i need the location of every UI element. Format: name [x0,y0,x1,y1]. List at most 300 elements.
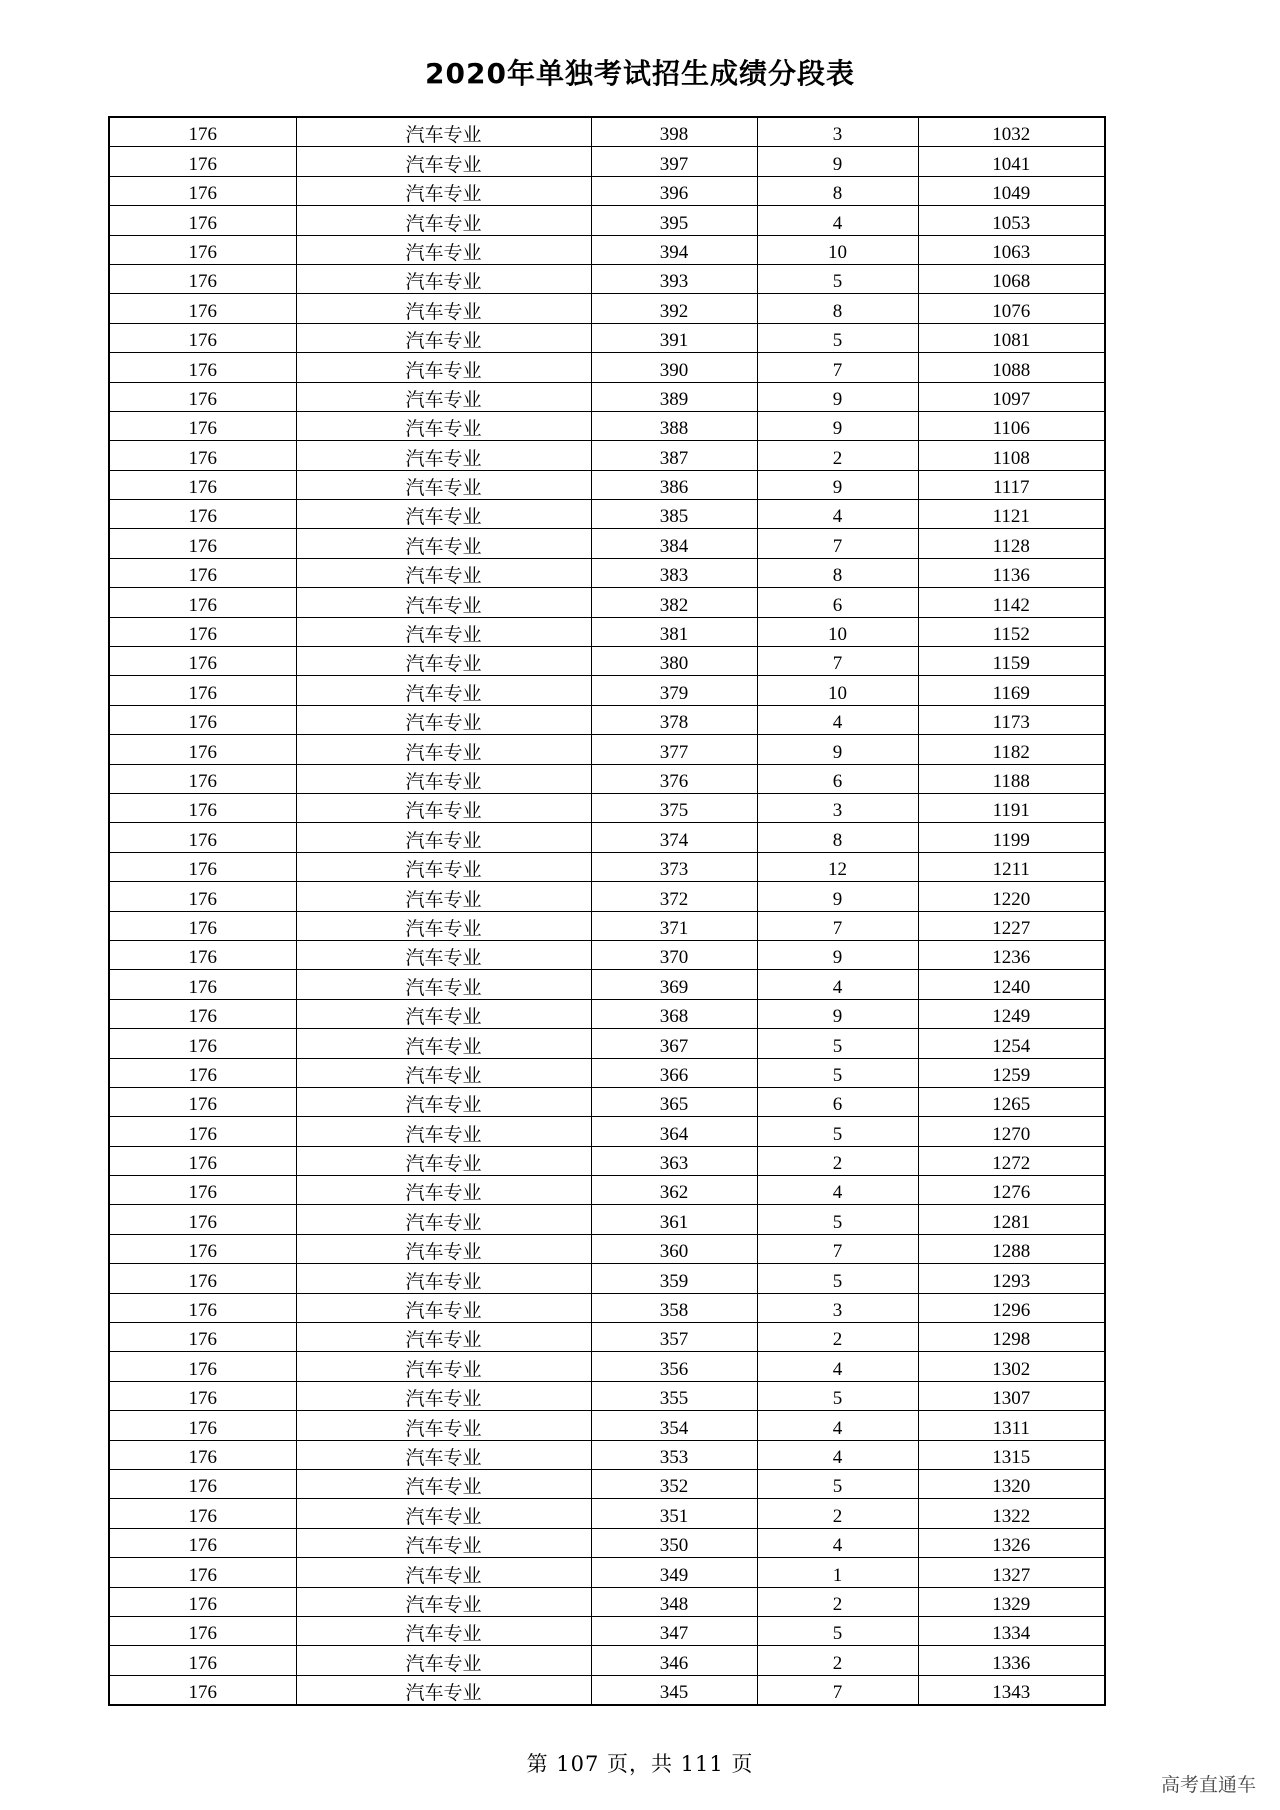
code-cell: 176 [109,882,296,911]
cumulative-cell: 1336 [918,1646,1105,1675]
score-cell: 376 [591,764,757,793]
count-cell: 4 [757,970,918,999]
cumulative-cell: 1159 [918,647,1105,676]
score-cell: 354 [591,1411,757,1440]
score-cell: 358 [591,1293,757,1322]
count-cell: 9 [757,940,918,969]
code-cell: 176 [109,1499,296,1528]
code-cell: 176 [109,353,296,382]
table-row [109,1264,1105,1293]
score-cell: 365 [591,1087,757,1116]
score-cell: 392 [591,294,757,323]
major-cell: 汽车专业 [296,911,591,940]
table-row [109,176,1105,205]
page-title: 2020年单独考试招生成绩分段表 [425,57,855,90]
score-cell: 352 [591,1469,757,1498]
cumulative-cell: 1240 [918,970,1105,999]
code-cell: 176 [109,999,296,1028]
code-cell: 176 [109,441,296,470]
table-row [109,617,1105,646]
major-cell: 汽车专业 [296,1675,591,1705]
count-cell: 2 [757,1587,918,1616]
code-cell: 176 [109,1205,296,1234]
major-cell: 汽车专业 [296,382,591,411]
count-cell: 7 [757,529,918,558]
count-cell: 9 [757,999,918,1028]
major-cell: 汽车专业 [296,1146,591,1175]
cumulative-cell: 1315 [918,1440,1105,1469]
count-cell: 9 [757,882,918,911]
table-row [109,117,1105,147]
count-cell: 3 [757,1293,918,1322]
score-cell: 389 [591,382,757,411]
major-cell: 汽车专业 [296,735,591,764]
table-row [109,147,1105,176]
major-cell: 汽车专业 [296,1646,591,1675]
cumulative-cell: 1121 [918,500,1105,529]
cumulative-cell: 1063 [918,235,1105,264]
count-cell: 9 [757,147,918,176]
count-cell: 9 [757,382,918,411]
major-cell: 汽车专业 [296,852,591,881]
count-cell: 5 [757,1469,918,1498]
major-cell: 汽车专业 [296,1087,591,1116]
cumulative-cell: 1128 [918,529,1105,558]
count-cell: 12 [757,852,918,881]
score-cell: 360 [591,1234,757,1263]
cumulative-cell: 1270 [918,1117,1105,1146]
code-cell: 176 [109,1616,296,1645]
major-cell: 汽车专业 [296,1499,591,1528]
cumulative-cell: 1169 [918,676,1105,705]
major-cell: 汽车专业 [296,764,591,793]
table-row [109,1029,1105,1058]
score-cell: 368 [591,999,757,1028]
major-cell: 汽车专业 [296,235,591,264]
code-cell: 176 [109,1234,296,1263]
count-cell: 2 [757,441,918,470]
table-row [109,1528,1105,1557]
major-cell: 汽车专业 [296,176,591,205]
count-cell: 4 [757,1440,918,1469]
score-cell: 395 [591,206,757,235]
count-cell: 4 [757,206,918,235]
score-cell: 357 [591,1323,757,1352]
table-row [109,353,1105,382]
cumulative-cell: 1307 [918,1381,1105,1410]
cumulative-cell: 1311 [918,1411,1105,1440]
table-row [109,1058,1105,1087]
code-cell: 176 [109,558,296,587]
cumulative-cell: 1296 [918,1293,1105,1322]
score-cell: 375 [591,793,757,822]
table-row [109,852,1105,881]
score-cell: 347 [591,1616,757,1645]
count-cell: 7 [757,1234,918,1263]
watermark: 高考直通车 [1160,1774,1256,1796]
score-table [108,116,1106,1706]
count-cell: 8 [757,294,918,323]
table-row [109,470,1105,499]
code-cell: 176 [109,117,296,147]
table-row [109,1558,1105,1587]
code-cell: 176 [109,647,296,676]
table-row [109,1440,1105,1469]
cumulative-cell: 1272 [918,1146,1105,1175]
table-row [109,1176,1105,1205]
cumulative-cell: 1281 [918,1205,1105,1234]
score-cell: 397 [591,147,757,176]
code-cell: 176 [109,294,296,323]
score-cell: 363 [591,1146,757,1175]
table-row [109,1499,1105,1528]
table-row [109,558,1105,587]
major-cell: 汽车专业 [296,411,591,440]
table-row [109,1616,1105,1645]
score-cell: 372 [591,882,757,911]
major-cell: 汽车专业 [296,470,591,499]
cumulative-cell: 1236 [918,940,1105,969]
code-cell: 176 [109,147,296,176]
cumulative-cell: 1088 [918,353,1105,382]
major-cell: 汽车专业 [296,1205,591,1234]
code-cell: 176 [109,852,296,881]
score-cell: 394 [591,235,757,264]
cumulative-cell: 1106 [918,411,1105,440]
table-row [109,323,1105,352]
code-cell: 176 [109,1323,296,1352]
cumulative-cell: 1288 [918,1234,1105,1263]
major-cell: 汽车专业 [296,117,591,147]
major-cell: 汽车专业 [296,1469,591,1498]
major-cell: 汽车专业 [296,1264,591,1293]
score-cell: 346 [591,1646,757,1675]
count-cell: 3 [757,117,918,147]
table-row [109,764,1105,793]
score-cell: 348 [591,1587,757,1616]
major-cell: 汽车专业 [296,529,591,558]
major-cell: 汽车专业 [296,1029,591,1058]
major-cell: 汽车专业 [296,588,591,617]
table-row [109,911,1105,940]
table-row [109,999,1105,1028]
cumulative-cell: 1326 [918,1528,1105,1557]
cumulative-cell: 1053 [918,206,1105,235]
table-row [109,1234,1105,1263]
count-cell: 4 [757,500,918,529]
table-row [109,264,1105,293]
code-cell: 176 [109,588,296,617]
table-row [109,529,1105,558]
major-cell: 汽车专业 [296,705,591,734]
cumulative-cell: 1265 [918,1087,1105,1116]
major-cell: 汽车专业 [296,441,591,470]
cumulative-cell: 1298 [918,1323,1105,1352]
code-cell: 176 [109,411,296,440]
score-cell: 345 [591,1675,757,1705]
table-row [109,970,1105,999]
score-cell: 383 [591,558,757,587]
count-cell: 5 [757,323,918,352]
major-cell: 汽车专业 [296,1234,591,1263]
cumulative-cell: 1191 [918,793,1105,822]
score-cell: 393 [591,264,757,293]
major-cell: 汽车专业 [296,676,591,705]
code-cell: 176 [109,1675,296,1705]
code-cell: 176 [109,206,296,235]
code-cell: 176 [109,617,296,646]
code-cell: 176 [109,382,296,411]
cumulative-cell: 1182 [918,735,1105,764]
count-cell: 2 [757,1646,918,1675]
cumulative-cell: 1227 [918,911,1105,940]
code-cell: 176 [109,1058,296,1087]
count-cell: 5 [757,1058,918,1087]
score-cell: 387 [591,441,757,470]
count-cell: 8 [757,823,918,852]
table-row [109,1117,1105,1146]
cumulative-cell: 1329 [918,1587,1105,1616]
score-cell: 371 [591,911,757,940]
table-row [109,705,1105,734]
table-row [109,1352,1105,1381]
count-cell: 7 [757,1675,918,1705]
score-cell: 364 [591,1117,757,1146]
table-row [109,676,1105,705]
table-row [109,793,1105,822]
code-cell: 176 [109,735,296,764]
score-cell: 359 [591,1264,757,1293]
table-row [109,823,1105,852]
code-cell: 176 [109,1469,296,1498]
major-cell: 汽车专业 [296,1411,591,1440]
table-row [109,294,1105,323]
cumulative-cell: 1049 [918,176,1105,205]
code-cell: 176 [109,1293,296,1322]
score-cell: 377 [591,735,757,764]
score-cell: 378 [591,705,757,734]
major-cell: 汽车专业 [296,793,591,822]
table-row [109,1411,1105,1440]
table-row [109,882,1105,911]
major-cell: 汽车专业 [296,1616,591,1645]
score-cell: 381 [591,617,757,646]
count-cell: 5 [757,1029,918,1058]
cumulative-cell: 1108 [918,441,1105,470]
score-cell: 349 [591,1558,757,1587]
table-row [109,382,1105,411]
count-cell: 5 [757,264,918,293]
table-row [109,1146,1105,1175]
major-cell: 汽车专业 [296,147,591,176]
score-cell: 366 [591,1058,757,1087]
cumulative-cell: 1188 [918,764,1105,793]
cumulative-cell: 1032 [918,117,1105,147]
table-row [109,500,1105,529]
major-cell: 汽车专业 [296,323,591,352]
count-cell: 5 [757,1381,918,1410]
major-cell: 汽车专业 [296,647,591,676]
code-cell: 176 [109,1411,296,1440]
score-cell: 384 [591,529,757,558]
major-cell: 汽车专业 [296,294,591,323]
count-cell: 7 [757,353,918,382]
table-row [109,411,1105,440]
code-cell: 176 [109,1558,296,1587]
count-cell: 3 [757,793,918,822]
cumulative-cell: 1199 [918,823,1105,852]
major-cell: 汽车专业 [296,999,591,1028]
count-cell: 9 [757,411,918,440]
cumulative-cell: 1327 [918,1558,1105,1587]
table-row [109,588,1105,617]
count-cell: 6 [757,764,918,793]
major-cell: 汽车专业 [296,353,591,382]
code-cell: 176 [109,940,296,969]
table-row [109,1381,1105,1410]
table-row [109,206,1105,235]
code-cell: 176 [109,1646,296,1675]
table-row [109,1675,1105,1705]
count-cell: 10 [757,676,918,705]
cumulative-cell: 1097 [918,382,1105,411]
code-cell: 176 [109,1087,296,1116]
table-row [109,1293,1105,1322]
score-cell: 350 [591,1528,757,1557]
score-cell: 351 [591,1499,757,1528]
code-cell: 176 [109,1440,296,1469]
major-cell: 汽车专业 [296,1176,591,1205]
major-cell: 汽车专业 [296,940,591,969]
cumulative-cell: 1334 [918,1616,1105,1645]
major-cell: 汽车专业 [296,206,591,235]
count-cell: 7 [757,647,918,676]
major-cell: 汽车专业 [296,1323,591,1352]
cumulative-cell: 1293 [918,1264,1105,1293]
major-cell: 汽车专业 [296,970,591,999]
cumulative-cell: 1211 [918,852,1105,881]
score-cell: 391 [591,323,757,352]
table-row [109,940,1105,969]
code-cell: 176 [109,1587,296,1616]
count-cell: 2 [757,1499,918,1528]
table-row [109,1469,1105,1498]
cumulative-cell: 1136 [918,558,1105,587]
code-cell: 176 [109,500,296,529]
count-cell: 8 [757,558,918,587]
major-cell: 汽车专业 [296,882,591,911]
count-cell: 9 [757,470,918,499]
code-cell: 176 [109,705,296,734]
cumulative-cell: 1081 [918,323,1105,352]
count-cell: 6 [757,1087,918,1116]
table-row [109,1205,1105,1234]
score-cell: 373 [591,852,757,881]
code-cell: 176 [109,529,296,558]
score-cell: 396 [591,176,757,205]
code-cell: 176 [109,1117,296,1146]
code-cell: 176 [109,1264,296,1293]
table-row [109,235,1105,264]
cumulative-cell: 1343 [918,1675,1105,1705]
code-cell: 176 [109,764,296,793]
score-table-body [109,117,1105,1705]
cumulative-cell: 1041 [918,147,1105,176]
count-cell: 9 [757,735,918,764]
score-cell: 356 [591,1352,757,1381]
major-cell: 汽车专业 [296,264,591,293]
code-cell: 176 [109,676,296,705]
count-cell: 4 [757,1528,918,1557]
score-cell: 398 [591,117,757,147]
table-row [109,647,1105,676]
major-cell: 汽车专业 [296,823,591,852]
count-cell: 4 [757,705,918,734]
cumulative-cell: 1076 [918,294,1105,323]
score-cell: 367 [591,1029,757,1058]
score-cell: 390 [591,353,757,382]
cumulative-cell: 1220 [918,882,1105,911]
count-cell: 2 [757,1146,918,1175]
table-row [109,1587,1105,1616]
count-cell: 2 [757,1323,918,1352]
cumulative-cell: 1302 [918,1352,1105,1381]
page-footer: 第 107 页，共 111 页 [526,1752,754,1776]
code-cell: 176 [109,264,296,293]
cumulative-cell: 1259 [918,1058,1105,1087]
count-cell: 8 [757,176,918,205]
count-cell: 5 [757,1616,918,1645]
score-cell: 379 [591,676,757,705]
cumulative-cell: 1322 [918,1499,1105,1528]
major-cell: 汽车专业 [296,1381,591,1410]
score-cell: 362 [591,1176,757,1205]
major-cell: 汽车专业 [296,500,591,529]
major-cell: 汽车专业 [296,1058,591,1087]
count-cell: 5 [757,1264,918,1293]
cumulative-cell: 1117 [918,470,1105,499]
count-cell: 6 [757,588,918,617]
count-cell: 10 [757,235,918,264]
code-cell: 176 [109,323,296,352]
cumulative-cell: 1320 [918,1469,1105,1498]
major-cell: 汽车专业 [296,1440,591,1469]
major-cell: 汽车专业 [296,1117,591,1146]
major-cell: 汽车专业 [296,558,591,587]
count-cell: 4 [757,1411,918,1440]
cumulative-cell: 1254 [918,1029,1105,1058]
table-row [109,441,1105,470]
cumulative-cell: 1068 [918,264,1105,293]
score-cell: 374 [591,823,757,852]
code-cell: 176 [109,235,296,264]
major-cell: 汽车专业 [296,1293,591,1322]
major-cell: 汽车专业 [296,1558,591,1587]
count-cell: 7 [757,911,918,940]
code-cell: 176 [109,823,296,852]
count-cell: 5 [757,1117,918,1146]
count-cell: 5 [757,1205,918,1234]
count-cell: 4 [757,1176,918,1205]
score-cell: 386 [591,470,757,499]
table-row [109,1646,1105,1675]
code-cell: 176 [109,1528,296,1557]
score-cell: 388 [591,411,757,440]
code-cell: 176 [109,911,296,940]
score-cell: 361 [591,1205,757,1234]
major-cell: 汽车专业 [296,1528,591,1557]
code-cell: 176 [109,970,296,999]
